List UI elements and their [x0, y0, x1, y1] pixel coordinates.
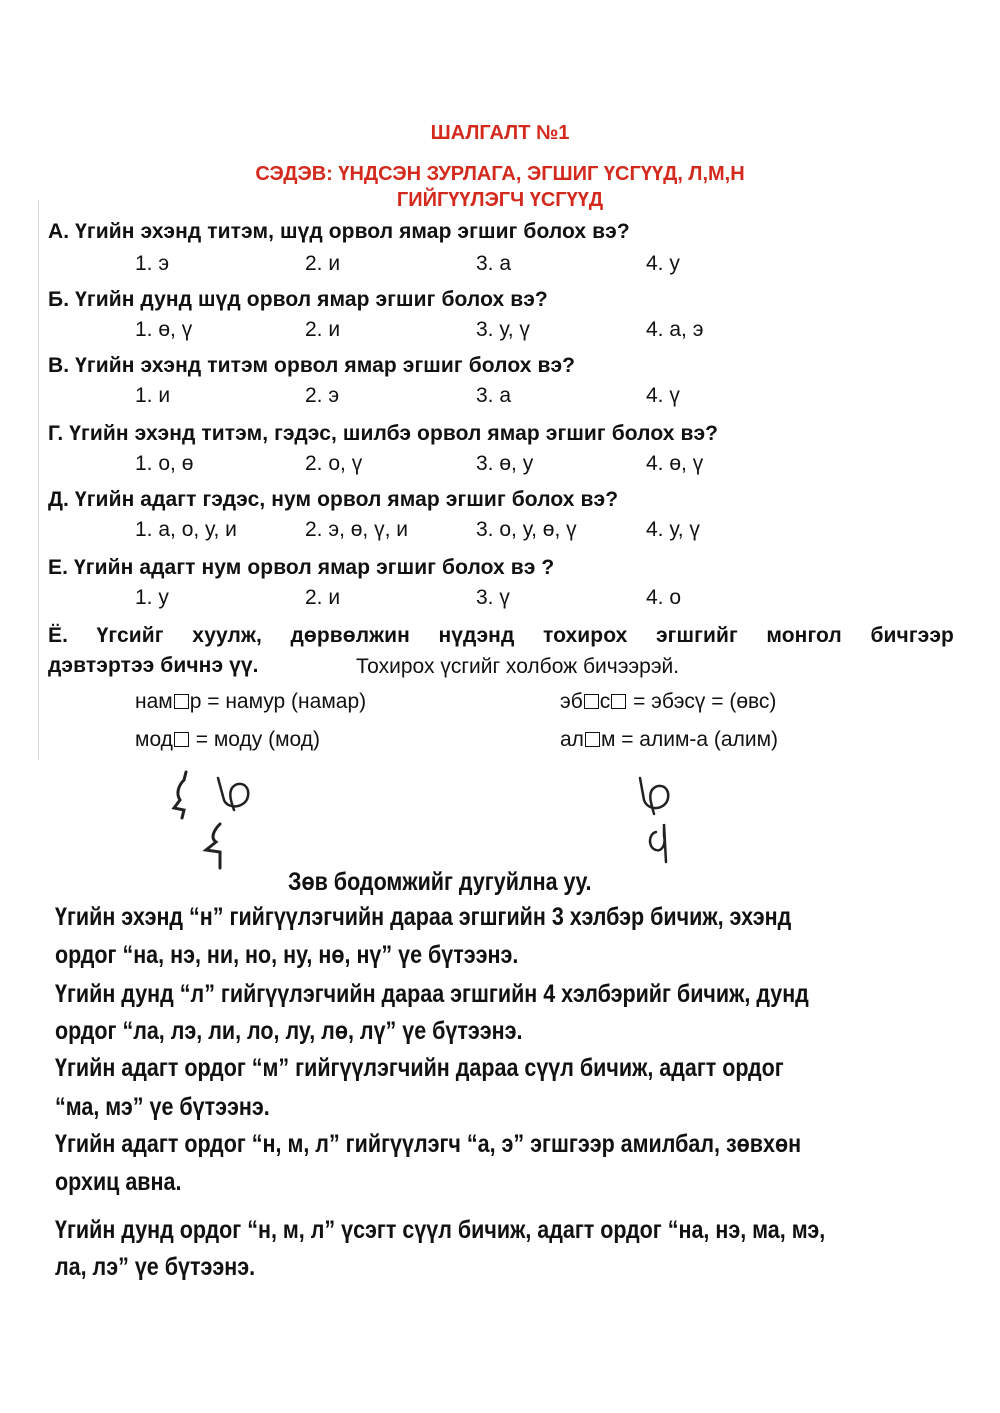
- option[interactable]: 3. ү: [476, 586, 510, 609]
- statement-line[interactable]: Үгийн дунд “л” гийгүүлэгчийн дараа эгшгийн 4 хэлбэрийг бичиж, дунд: [55, 980, 809, 1008]
- option[interactable]: 2. и: [305, 252, 341, 275]
- option[interactable]: 1. о, ө: [135, 452, 194, 475]
- option[interactable]: 2. э: [305, 384, 340, 407]
- statement-line[interactable]: орхиц авна.: [55, 1168, 182, 1196]
- word-alim: ал м = алим-а (алим): [560, 728, 779, 751]
- statement-line[interactable]: Үгийн адагт ордог “м” гийгүүлэгчийн дараа сүүл бичиж, адагт ордог: [55, 1054, 784, 1082]
- page-subtitle-line1: СЭДЭВ: ҮНДСЭН ЗУРЛАГА, ЭГШИГ ҮСГҮҮД, Л,М,Н: [255, 163, 745, 185]
- option[interactable]: 4. ө, ү: [646, 452, 704, 475]
- option[interactable]: 4. у, ү: [646, 518, 700, 541]
- option[interactable]: 4. ү: [646, 384, 680, 407]
- option[interactable]: 2. и: [305, 586, 341, 609]
- blank-box[interactable]: [584, 694, 599, 709]
- option[interactable]: 4. у: [646, 252, 680, 275]
- page-margin-line: [38, 200, 39, 760]
- page-subtitle-line2: ГИЙГҮҮЛЭГЧ ҮСГҮҮД: [396, 189, 604, 211]
- mongol-script-glyph-c-icon: [200, 820, 250, 875]
- option[interactable]: 1. э: [135, 252, 170, 275]
- page-title: ШАЛГАЛТ №1: [430, 122, 570, 144]
- option[interactable]: 1. и: [135, 384, 171, 407]
- mongol-script-glyph-e-icon: [640, 818, 690, 868]
- option[interactable]: 2. о, ү: [305, 452, 363, 475]
- statement-line[interactable]: “ма, мэ” үе бүтээнэ.: [55, 1093, 270, 1121]
- mongol-script-glyph-b-icon: [210, 770, 260, 820]
- blank-box[interactable]: [174, 732, 189, 747]
- task-yo-line2: дэвтэртээ бичнэ үү.: [48, 654, 259, 677]
- option[interactable]: 3. о, у, ө, ү: [476, 518, 577, 541]
- option[interactable]: 3. а: [476, 252, 512, 275]
- question-ye: Е. Үгийн адагт нум орвол ямар эгшиг болох вэ ?: [48, 556, 555, 579]
- option[interactable]: 1. а, о, у, и: [135, 518, 237, 541]
- question-b: Б. Үгийн дунд шүд орвол ямар эгшиг болох вэ?: [48, 288, 548, 311]
- option[interactable]: 3. а: [476, 384, 512, 407]
- task-yo-line1: Ё. Үгсийг хуулж, дөрвөлжин нүдэнд тохирох эгшгийг монгол бичгээр: [48, 624, 954, 647]
- option[interactable]: 1. у: [135, 586, 169, 609]
- statement-line[interactable]: ордог “ла, лэ, ли, ло, лу, лө, лү” үе бүтээнэ.: [55, 1017, 523, 1045]
- word-ovs: эб с = эбэсү = (өвс): [560, 690, 777, 713]
- statement-line[interactable]: Үгийн адагт ордог “н, м, л” гийгүүлэгч “а, э” эгшгээр амилбал, зөвхөн: [55, 1130, 802, 1158]
- option[interactable]: 4. а, э: [646, 318, 704, 341]
- statement-line[interactable]: ла, лэ” үе бүтээнэ.: [55, 1253, 256, 1281]
- option[interactable]: 1. ө, ү: [135, 318, 193, 341]
- word-namar: нам р = намур (намар): [135, 690, 367, 713]
- blank-box[interactable]: [585, 732, 600, 747]
- word-mod: мод = моду (мод): [135, 728, 320, 751]
- question-g: Г. Үгийн эхэнд титэм, гэдэс, шилбэ орвол ямар эгшиг болох вэ?: [48, 422, 719, 445]
- mongol-script-glyph-d-icon: [630, 772, 680, 822]
- option[interactable]: 3. ө, у: [476, 452, 534, 475]
- question-d: Д. Үгийн адагт гэдэс, нум орвол ямар эгшиг болох вэ?: [48, 488, 619, 511]
- true-false-heading: Зөв бодомжийг дугуйлна уу.: [288, 868, 592, 896]
- option[interactable]: 2. и: [305, 318, 341, 341]
- blank-box[interactable]: [611, 694, 626, 709]
- option[interactable]: 3. у, ү: [476, 318, 530, 341]
- statement-line[interactable]: ордог “на, нэ, ни, но, ну, нө, нү” үе бүтээнэ.: [55, 941, 519, 969]
- statement-line[interactable]: Үгийн эхэнд “н” гийгүүлэгчийн дараа эгшгийн 3 хэлбэр бичиж, эхэнд: [55, 903, 792, 931]
- question-v: В. Үгийн эхэнд титэм орвол ямар эгшиг болох вэ?: [48, 354, 576, 377]
- question-a: А. Үгийн эхэнд титэм, шүд орвол ямар эгшиг болох вэ?: [48, 220, 630, 243]
- option[interactable]: 4. о: [646, 586, 682, 609]
- statement-line[interactable]: Үгийн дунд ордог “н, м, л” үсэгт сүүл бичиж, адагт ордог “на, нэ, ма, мэ,: [55, 1216, 826, 1244]
- blank-box[interactable]: [174, 694, 189, 709]
- option[interactable]: 2. э, ө, ү, и: [305, 518, 408, 541]
- task-yo-instruction: Тохирох үсгийг холбож бичээрэй.: [356, 655, 680, 678]
